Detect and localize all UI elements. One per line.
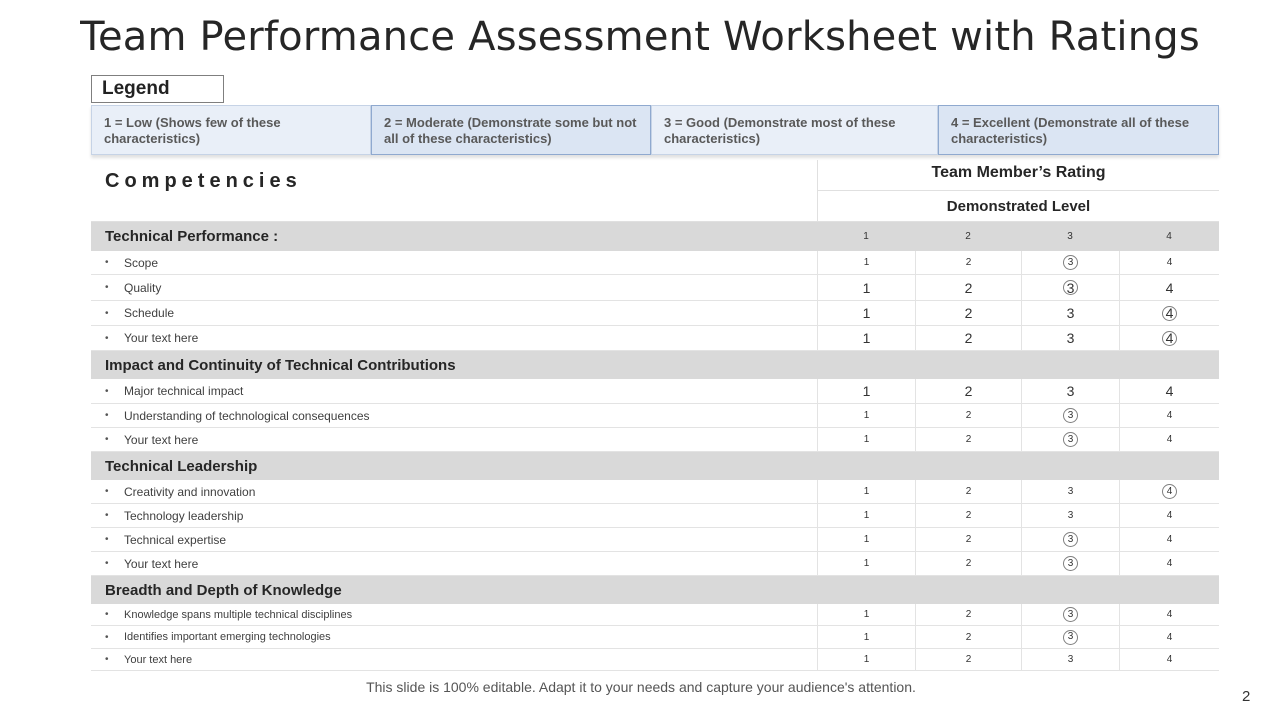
page-number: 2 bbox=[1242, 688, 1251, 705]
bullet-icon: • bbox=[105, 534, 109, 545]
rating-value: 2 bbox=[965, 654, 972, 665]
rating-cell[interactable] bbox=[1119, 404, 1219, 427]
rating-cell[interactable] bbox=[915, 528, 1021, 551]
rating-cell[interactable] bbox=[915, 275, 1021, 300]
section-level bbox=[1119, 452, 1219, 480]
rating-cell[interactable] bbox=[1021, 552, 1119, 575]
rating-cell[interactable] bbox=[915, 649, 1021, 670]
rating-cell[interactable] bbox=[1021, 649, 1119, 670]
rating-value: 1 bbox=[863, 510, 870, 521]
section-title: Technical Leadership bbox=[105, 457, 258, 475]
competency-table bbox=[91, 160, 1219, 671]
rating-cell[interactable] bbox=[817, 649, 915, 670]
rating-cell[interactable] bbox=[817, 528, 915, 551]
table-row bbox=[91, 379, 1219, 404]
rating-header: Team Member’s Rating bbox=[818, 160, 1219, 191]
table-row bbox=[91, 626, 1219, 649]
competency-text: Your text here bbox=[124, 432, 199, 447]
competency-label bbox=[91, 528, 817, 551]
competency-label bbox=[91, 604, 817, 625]
rating-cell[interactable] bbox=[1021, 326, 1119, 350]
selected-rating: 3 bbox=[1063, 432, 1078, 447]
footer-note: This slide is 100% editable. Adapt it to your needs and capture your audience's attention. bbox=[366, 679, 916, 695]
bullet-icon: • bbox=[105, 410, 109, 421]
rating-cell[interactable] bbox=[915, 326, 1021, 350]
competency-text: Quality bbox=[124, 280, 162, 295]
selected-rating: 4 bbox=[1162, 306, 1177, 321]
bullet-icon: • bbox=[105, 609, 109, 620]
rating-cell[interactable] bbox=[915, 552, 1021, 575]
rating-value: 1 bbox=[863, 486, 870, 497]
table-row bbox=[91, 552, 1219, 576]
section-row bbox=[91, 222, 1219, 251]
rating-cell[interactable] bbox=[817, 301, 915, 325]
legend-item-low: 1 = Low (Shows few of these characteristics) bbox=[91, 105, 371, 155]
rating-value: 1 bbox=[863, 631, 870, 643]
section-level bbox=[817, 351, 915, 379]
table-row bbox=[91, 428, 1219, 452]
rating-value: 2 bbox=[965, 534, 972, 545]
section-level bbox=[1021, 576, 1119, 604]
rating-cell[interactable] bbox=[1021, 626, 1119, 648]
rating-cell[interactable] bbox=[817, 504, 915, 527]
section-title: Breadth and Depth of Knowledge bbox=[105, 581, 342, 599]
rating-value: 2 bbox=[964, 383, 973, 399]
competency-text: Your text here bbox=[124, 331, 199, 345]
rating-value: 2 bbox=[965, 631, 972, 643]
level-header: Demonstrated Level bbox=[946, 198, 1091, 215]
rating-cell[interactable] bbox=[1119, 326, 1219, 350]
rating-cell[interactable] bbox=[817, 379, 915, 403]
legend-item-excellent: 4 = Excellent (Demonstrate all of these characteristics) bbox=[938, 105, 1219, 155]
section-row bbox=[91, 452, 1219, 480]
legend-row bbox=[91, 105, 1219, 155]
competency-label bbox=[91, 504, 817, 527]
rating-header-block bbox=[817, 160, 1219, 222]
selected-rating: 3 bbox=[1063, 556, 1078, 571]
rating-value: 3 bbox=[1066, 305, 1075, 321]
selected-rating: 3 bbox=[1063, 280, 1078, 295]
competency-label bbox=[91, 275, 817, 300]
competency-label bbox=[91, 626, 817, 648]
rating-value: 1 bbox=[863, 410, 870, 421]
rating-value: 2 bbox=[965, 558, 972, 569]
rating-cell[interactable] bbox=[1021, 275, 1119, 300]
selected-rating: 3 bbox=[1063, 607, 1078, 622]
rating-value: 4 bbox=[1166, 510, 1173, 521]
rating-cell[interactable] bbox=[1119, 275, 1219, 300]
section-level bbox=[1119, 351, 1219, 379]
rating-cell[interactable] bbox=[1021, 251, 1119, 274]
legend-item-moderate: 2 = Moderate (Demonstrate some but not all of these characteristics) bbox=[371, 105, 651, 155]
rating-value: 3 bbox=[1067, 654, 1074, 665]
section-level bbox=[915, 351, 1021, 379]
competency-label bbox=[91, 379, 817, 403]
rating-cell[interactable] bbox=[915, 604, 1021, 625]
table-row bbox=[91, 504, 1219, 528]
table-row bbox=[91, 404, 1219, 428]
rating-value: 4 bbox=[1166, 410, 1173, 421]
bullet-icon: • bbox=[105, 510, 109, 521]
rating-cell[interactable] bbox=[1119, 379, 1219, 403]
rating-cell[interactable] bbox=[1119, 528, 1219, 551]
rating-value: 1 bbox=[863, 257, 870, 268]
rating-value: 1 bbox=[862, 330, 871, 346]
selected-rating: 3 bbox=[1063, 408, 1078, 423]
competency-text: Understanding of technological consequences bbox=[124, 408, 370, 423]
competency-text: Schedule bbox=[124, 306, 175, 320]
competency-text: Scope bbox=[124, 255, 159, 270]
table-row bbox=[91, 604, 1219, 626]
rating-cell[interactable] bbox=[817, 275, 915, 300]
selected-rating: 3 bbox=[1063, 630, 1078, 645]
rating-cell[interactable] bbox=[1021, 604, 1119, 625]
competency-label bbox=[91, 428, 817, 451]
section-level bbox=[1021, 452, 1119, 480]
rating-cell[interactable] bbox=[1021, 404, 1119, 427]
section-title: Impact and Continuity of Technical Contributions bbox=[105, 356, 456, 374]
bullet-icon: • bbox=[105, 307, 109, 319]
competency-text: Technology leadership bbox=[124, 508, 244, 523]
section-row bbox=[91, 351, 1219, 379]
section-row bbox=[91, 576, 1219, 604]
competency-label bbox=[91, 404, 817, 427]
rating-value: 3 bbox=[1066, 330, 1075, 346]
rating-cell[interactable] bbox=[1119, 428, 1219, 451]
rating-cell[interactable] bbox=[817, 552, 915, 575]
rating-cell[interactable] bbox=[817, 326, 915, 350]
competencies-header: Competencies bbox=[105, 170, 302, 192]
competency-label bbox=[91, 552, 817, 575]
section-level bbox=[915, 452, 1021, 480]
table-row bbox=[91, 326, 1219, 351]
table-row bbox=[91, 480, 1219, 504]
table-body bbox=[91, 222, 1219, 671]
rating-value: 2 bbox=[965, 486, 972, 497]
rating-value: 1 bbox=[863, 434, 870, 445]
rating-value: 1 bbox=[863, 654, 870, 665]
rating-cell[interactable] bbox=[817, 480, 915, 503]
competency-label bbox=[91, 480, 817, 503]
bullet-icon: • bbox=[105, 486, 109, 497]
slide-title: Team Performance Assessment Worksheet with Ratings bbox=[80, 14, 1200, 60]
rating-value: 2 bbox=[965, 257, 972, 268]
competency-text: Your text here bbox=[124, 556, 199, 571]
rating-value: 2 bbox=[964, 279, 973, 296]
rating-cell[interactable] bbox=[915, 504, 1021, 527]
bullet-icon: • bbox=[105, 332, 109, 344]
rating-cell[interactable] bbox=[915, 428, 1021, 451]
section-level: 4 bbox=[1166, 231, 1172, 242]
bullet-icon: • bbox=[105, 631, 109, 643]
rating-cell[interactable] bbox=[817, 428, 915, 451]
rating-cell[interactable] bbox=[1119, 604, 1219, 625]
selected-rating: 3 bbox=[1063, 255, 1078, 270]
section-level bbox=[1021, 351, 1119, 379]
section-title: Technical Performance : bbox=[105, 228, 279, 245]
rating-cell[interactable] bbox=[1119, 251, 1219, 274]
bullet-icon: • bbox=[105, 558, 109, 569]
rating-value: 4 bbox=[1166, 434, 1173, 445]
section-level bbox=[817, 452, 915, 480]
rating-cell[interactable] bbox=[915, 404, 1021, 427]
rating-value: 4 bbox=[1166, 609, 1173, 620]
rating-value: 4 bbox=[1166, 534, 1173, 545]
competency-label bbox=[91, 326, 817, 350]
rating-value: 1 bbox=[862, 279, 871, 296]
rating-value: 1 bbox=[863, 609, 870, 620]
rating-value: 2 bbox=[964, 305, 973, 321]
rating-cell[interactable] bbox=[1021, 428, 1119, 451]
competency-text: Your text here bbox=[124, 653, 193, 666]
competency-label bbox=[91, 251, 817, 274]
section-level bbox=[915, 576, 1021, 604]
rating-cell[interactable] bbox=[915, 301, 1021, 325]
selected-rating: 3 bbox=[1063, 532, 1078, 547]
bullet-icon: • bbox=[105, 257, 109, 268]
rating-cell[interactable] bbox=[915, 480, 1021, 503]
rating-value: 4 bbox=[1166, 558, 1173, 569]
rating-value: 2 bbox=[965, 410, 972, 421]
table-row bbox=[91, 528, 1219, 552]
competency-text: Knowledge spans multiple technical disciplines bbox=[124, 608, 353, 621]
section-level bbox=[1119, 576, 1219, 604]
rating-cell[interactable] bbox=[1021, 528, 1119, 551]
rating-cell[interactable] bbox=[1021, 504, 1119, 527]
rating-value: 1 bbox=[862, 305, 871, 321]
section-level bbox=[817, 576, 915, 604]
competency-label bbox=[91, 301, 817, 325]
rating-value: 3 bbox=[1067, 510, 1074, 521]
rating-cell[interactable] bbox=[817, 251, 915, 274]
rating-cell[interactable] bbox=[1021, 379, 1119, 403]
rating-cell[interactable] bbox=[1119, 649, 1219, 670]
competency-label bbox=[91, 649, 817, 670]
bullet-icon: • bbox=[105, 434, 109, 445]
table-header bbox=[91, 160, 1219, 222]
table-row bbox=[91, 275, 1219, 301]
bullet-icon: • bbox=[105, 282, 109, 293]
rating-value: 1 bbox=[863, 534, 870, 545]
rating-cell[interactable] bbox=[1119, 552, 1219, 575]
rating-value: 2 bbox=[965, 434, 972, 445]
rating-value: 3 bbox=[1066, 383, 1075, 399]
competency-text: Technical expertise bbox=[124, 532, 227, 547]
rating-value: 1 bbox=[862, 383, 871, 399]
section-level: 1 bbox=[863, 231, 869, 242]
selected-rating: 4 bbox=[1162, 484, 1177, 499]
section-level: 2 bbox=[965, 231, 971, 242]
competency-text: Creativity and innovation bbox=[124, 484, 256, 499]
selected-rating: 4 bbox=[1162, 331, 1177, 346]
rating-value: 2 bbox=[965, 609, 972, 620]
rating-cell[interactable] bbox=[1119, 301, 1219, 325]
table-row bbox=[91, 301, 1219, 326]
rating-cell[interactable] bbox=[817, 626, 915, 648]
legend-label: Legend bbox=[91, 75, 224, 103]
competency-text: Identifies important emerging technologies bbox=[124, 631, 331, 643]
legend-item-good: 3 = Good (Demonstrate most of these characteristics) bbox=[651, 105, 938, 155]
rating-value: 4 bbox=[1166, 631, 1173, 643]
rating-value: 4 bbox=[1166, 654, 1173, 665]
rating-value: 3 bbox=[1067, 486, 1074, 497]
section-level: 3 bbox=[1067, 231, 1073, 242]
rating-cell[interactable] bbox=[817, 404, 915, 427]
table-row bbox=[91, 649, 1219, 671]
rating-cell[interactable] bbox=[1119, 480, 1219, 503]
rating-value: 4 bbox=[1165, 279, 1174, 296]
rating-cell[interactable] bbox=[1021, 301, 1119, 325]
rating-cell[interactable] bbox=[1021, 480, 1119, 503]
rating-cell[interactable] bbox=[915, 379, 1021, 403]
rating-value: 2 bbox=[965, 510, 972, 521]
rating-value: 4 bbox=[1166, 257, 1173, 268]
rating-value: 4 bbox=[1165, 383, 1174, 399]
rating-cell[interactable] bbox=[1119, 504, 1219, 527]
bullet-icon: • bbox=[105, 385, 109, 397]
table-row bbox=[91, 251, 1219, 275]
bullet-icon: • bbox=[105, 654, 109, 665]
rating-cell[interactable] bbox=[915, 626, 1021, 648]
rating-value: 2 bbox=[964, 330, 973, 346]
rating-cell[interactable] bbox=[915, 251, 1021, 274]
competency-text: Major technical impact bbox=[124, 384, 244, 398]
rating-cell[interactable] bbox=[1119, 626, 1219, 648]
rating-cell[interactable] bbox=[817, 604, 915, 625]
rating-value: 1 bbox=[863, 558, 870, 569]
